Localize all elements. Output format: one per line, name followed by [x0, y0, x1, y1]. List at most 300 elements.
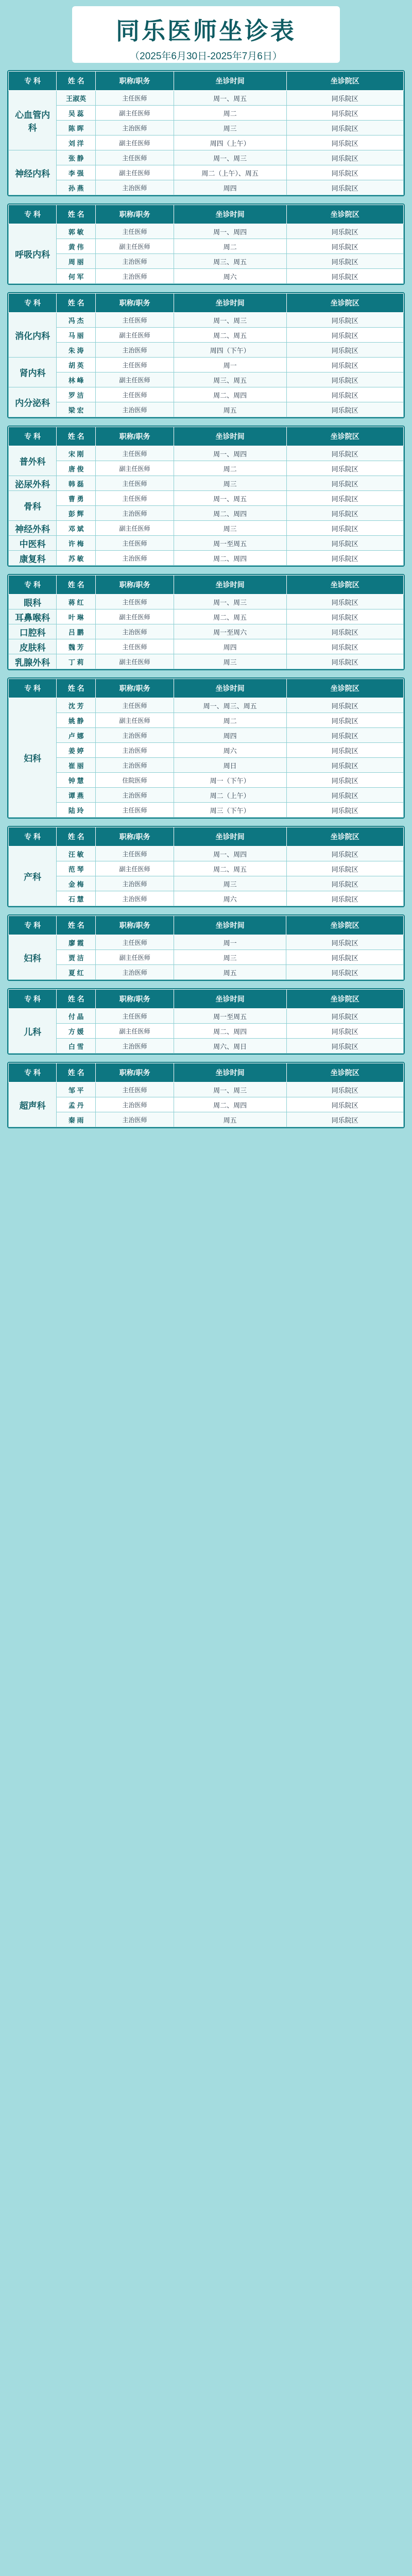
title-cell: 主治医师 — [96, 121, 174, 135]
name-cell: 周 丽 — [57, 254, 96, 269]
name-cell: 崔 丽 — [57, 758, 96, 773]
title-cell: 主任医师 — [96, 358, 174, 372]
title-cell: 主任医师 — [96, 698, 174, 713]
title-cell: 主治医师 — [96, 1097, 174, 1112]
place-cell: 同乐院区 — [286, 803, 403, 818]
title-cell: 主任医师 — [96, 536, 174, 551]
place-cell: 同乐院区 — [286, 343, 403, 358]
place-cell: 同乐院区 — [286, 106, 403, 121]
name-cell: 姜 婷 — [57, 743, 96, 758]
time-cell: 周五 — [174, 965, 286, 980]
name-cell: 夏 红 — [57, 965, 96, 980]
time-cell: 周三、周五 — [174, 372, 286, 387]
name-cell: 付 晶 — [57, 1009, 96, 1024]
title-cell: 主治医师 — [96, 1039, 174, 1054]
column-header: 专 科 — [9, 575, 57, 595]
time-cell: 周二、周四 — [174, 551, 286, 566]
title-cell: 主治医师 — [96, 758, 174, 773]
schedule-table — [8, 916, 404, 980]
title-cell: 副主任医师 — [96, 461, 174, 476]
title-cell: 主治医师 — [96, 965, 174, 980]
name-cell: 蒋 红 — [57, 595, 96, 609]
place-cell: 同乐院区 — [286, 150, 403, 165]
title-cell: 主治医师 — [96, 728, 174, 743]
place-cell: 同乐院区 — [286, 387, 403, 402]
time-cell: 周三 — [174, 121, 286, 135]
dept-cell: 皮肤科 — [9, 639, 57, 654]
column-header: 坐诊时间 — [174, 827, 286, 846]
table-row — [9, 536, 404, 551]
place-cell: 同乐院区 — [286, 1039, 403, 1054]
place-cell: 同乐院区 — [286, 846, 403, 861]
place-cell: 同乐院区 — [286, 876, 403, 891]
title-cell: 主治医师 — [96, 254, 174, 269]
time-cell: 周一、周四 — [174, 846, 286, 861]
table-row — [9, 891, 404, 906]
dept-cell: 产科 — [9, 846, 57, 906]
schedule-table — [8, 205, 404, 284]
table-row — [9, 491, 404, 506]
name-cell: 陈 晖 — [57, 121, 96, 135]
schedule-table — [8, 575, 404, 669]
title-cell: 主任医师 — [96, 935, 174, 950]
table-row — [9, 372, 404, 387]
name-cell: 陆 玲 — [57, 803, 96, 818]
title-cell: 主治医师 — [96, 876, 174, 891]
table-row — [9, 269, 404, 284]
column-header: 职称/职务 — [96, 916, 174, 935]
place-cell: 同乐院区 — [286, 521, 403, 536]
title-cell: 主治医师 — [96, 743, 174, 758]
table-row — [9, 165, 404, 180]
place-cell: 同乐院区 — [286, 165, 403, 180]
dept-cell: 呼吸内科 — [9, 224, 57, 284]
schedule-table — [8, 679, 404, 818]
title-cell: 主治医师 — [96, 180, 174, 195]
time-cell: 周一 — [174, 358, 286, 372]
column-header: 坐诊院区 — [286, 679, 403, 698]
time-cell: 周四（上午） — [174, 135, 286, 150]
title-cell: 主任医师 — [96, 224, 174, 239]
place-cell: 同乐院区 — [286, 536, 403, 551]
time-cell: 周二、周五 — [174, 861, 286, 876]
time-cell: 周一 — [174, 935, 286, 950]
column-header: 职称/职务 — [96, 294, 174, 313]
place-cell: 同乐院区 — [286, 1112, 403, 1127]
dept-cell: 中医科 — [9, 536, 57, 551]
title-cell: 主治医师 — [96, 624, 174, 639]
schedule-table — [8, 293, 404, 417]
table-row — [9, 1039, 404, 1054]
column-header: 职称/职务 — [96, 575, 174, 595]
title-cell: 主任医师 — [96, 595, 174, 609]
time-cell: 周二（上午） — [174, 788, 286, 803]
dept-cell: 口腔科 — [9, 624, 57, 639]
place-cell: 同乐院区 — [286, 773, 403, 788]
place-cell: 同乐院区 — [286, 491, 403, 506]
title-cell: 主治医师 — [96, 506, 174, 521]
column-header: 职称/职务 — [96, 72, 174, 91]
time-cell: 周二、周四 — [174, 1097, 286, 1112]
column-header: 姓 名 — [57, 575, 96, 595]
name-cell: 邓 斌 — [57, 521, 96, 536]
name-cell: 宋 刚 — [57, 446, 96, 461]
column-header: 坐诊时间 — [174, 427, 286, 446]
column-header: 坐诊时间 — [174, 294, 286, 313]
place-cell: 同乐院区 — [286, 180, 403, 195]
place-cell: 同乐院区 — [286, 1009, 403, 1024]
dept-cell: 神经外科 — [9, 521, 57, 536]
title-cell: 副主任医师 — [96, 165, 174, 180]
place-cell: 同乐院区 — [286, 965, 404, 980]
title-cell: 住院医师 — [96, 773, 174, 788]
dept-cell: 眼科 — [9, 595, 57, 609]
title-cell: 主治医师 — [96, 269, 174, 284]
title-cell: 主任医师 — [96, 150, 174, 165]
page-title: 同乐医师坐诊表 — [116, 18, 296, 44]
table-row — [9, 624, 404, 639]
time-cell: 周一、周三、周五 — [174, 698, 286, 713]
dept-cell: 康复科 — [9, 551, 57, 566]
column-header: 职称/职务 — [96, 679, 174, 698]
time-cell: 周四（下午） — [174, 343, 286, 358]
name-cell: 韩 磊 — [57, 476, 96, 491]
place-cell: 同乐院区 — [286, 1024, 403, 1039]
table-row — [9, 950, 404, 965]
column-header: 专 科 — [9, 294, 57, 313]
title-cell: 主任医师 — [96, 803, 174, 818]
table-row — [9, 1009, 404, 1024]
table-row — [9, 224, 404, 239]
dept-cell: 儿科 — [9, 1009, 57, 1054]
title-cell: 副主任医师 — [96, 950, 174, 965]
column-header: 坐诊院区 — [286, 72, 403, 91]
place-cell: 同乐院区 — [286, 788, 403, 803]
column-header: 专 科 — [9, 205, 57, 224]
table-row — [9, 1097, 404, 1112]
title-cell: 主任医师 — [96, 476, 174, 491]
time-cell: 周五 — [174, 1112, 286, 1127]
table-row — [9, 135, 404, 150]
column-header: 坐诊时间 — [174, 916, 286, 935]
dept-cell: 耳鼻喉科 — [9, 609, 57, 624]
name-cell: 梁 宏 — [57, 402, 96, 417]
place-cell: 同乐院区 — [286, 639, 403, 654]
name-cell: 冯 杰 — [57, 313, 96, 328]
column-header: 坐诊院区 — [286, 575, 403, 595]
name-cell: 孙 燕 — [57, 180, 96, 195]
name-cell: 方 媛 — [57, 1024, 96, 1039]
column-header: 姓 名 — [57, 205, 96, 224]
time-cell: 周一（下午） — [174, 773, 286, 788]
time-cell: 周二（上午）、周五 — [174, 165, 286, 180]
table-row — [9, 180, 404, 195]
column-header: 坐诊时间 — [174, 72, 286, 91]
table-row — [9, 506, 404, 521]
title-cell: 副主任医师 — [96, 713, 174, 728]
table-row — [9, 965, 404, 980]
schedule-card — [7, 70, 405, 196]
time-cell: 周一、周五 — [174, 91, 286, 106]
column-header: 职称/职务 — [96, 990, 174, 1009]
place-cell: 同乐院区 — [286, 135, 403, 150]
place-cell: 同乐院区 — [286, 254, 403, 269]
column-header: 专 科 — [9, 990, 57, 1009]
table-row — [9, 639, 404, 654]
title-cell: 副主任医师 — [96, 328, 174, 343]
dept-cell: 骨科 — [9, 491, 57, 521]
table-row — [9, 773, 404, 788]
dept-cell: 肾内科 — [9, 358, 57, 387]
schedule-card — [7, 1062, 405, 1128]
column-header: 坐诊院区 — [286, 205, 403, 224]
place-cell: 同乐院区 — [286, 358, 403, 372]
title-cell: 主任医师 — [96, 387, 174, 402]
time-cell: 周二、周五 — [174, 609, 286, 624]
schedule-card — [7, 574, 405, 670]
schedule-table — [8, 989, 404, 1054]
time-cell: 周六 — [174, 891, 286, 906]
place-cell: 同乐院区 — [286, 1082, 403, 1097]
time-cell: 周三 — [174, 521, 286, 536]
name-cell: 叶 琳 — [57, 609, 96, 624]
table-row — [9, 328, 404, 343]
column-header: 专 科 — [9, 427, 57, 446]
place-cell: 同乐院区 — [286, 713, 403, 728]
name-cell: 贾 洁 — [57, 950, 96, 965]
name-cell: 王淑英 — [57, 91, 96, 106]
time-cell: 周三（下午） — [174, 803, 286, 818]
time-cell: 周四 — [174, 728, 286, 743]
column-header: 坐诊时间 — [174, 575, 286, 595]
dept-cell: 泌尿外科 — [9, 476, 57, 491]
table-row — [9, 654, 404, 669]
column-header: 姓 名 — [57, 294, 96, 313]
place-cell: 同乐院区 — [286, 861, 403, 876]
name-cell: 沈 芳 — [57, 698, 96, 713]
table-row — [9, 861, 404, 876]
place-cell: 同乐院区 — [286, 891, 403, 906]
title-cell: 主任医师 — [96, 91, 174, 106]
title-cell: 主任医师 — [96, 1009, 174, 1024]
title-cell: 主任医师 — [96, 446, 174, 461]
name-cell: 谭 燕 — [57, 788, 96, 803]
column-header: 姓 名 — [57, 827, 96, 846]
dept-cell: 妇科 — [9, 935, 57, 980]
time-cell: 周一、周三 — [174, 595, 286, 609]
column-header: 坐诊院区 — [286, 427, 403, 446]
time-cell: 周一、周三 — [174, 1082, 286, 1097]
table-row — [9, 387, 404, 402]
schedule-table — [8, 827, 404, 906]
column-header: 职称/职务 — [96, 205, 174, 224]
name-cell: 李 强 — [57, 165, 96, 180]
name-cell: 孟 丹 — [57, 1097, 96, 1112]
name-cell: 吴 蕊 — [57, 106, 96, 121]
title-cell: 副主任医师 — [96, 372, 174, 387]
time-cell: 周三、周五 — [174, 254, 286, 269]
name-cell: 邹 平 — [57, 1082, 96, 1097]
table-row — [9, 402, 404, 417]
table-row — [9, 713, 404, 728]
table-row — [9, 121, 404, 135]
name-cell: 廖 霞 — [57, 935, 96, 950]
place-cell: 同乐院区 — [286, 758, 403, 773]
column-header: 姓 名 — [57, 1063, 96, 1082]
table-row — [9, 313, 404, 328]
name-cell: 马 丽 — [57, 328, 96, 343]
column-header: 坐诊时间 — [174, 1063, 286, 1082]
time-cell: 周五 — [174, 402, 286, 417]
time-cell: 周二、周四 — [174, 387, 286, 402]
name-cell: 罗 洁 — [57, 387, 96, 402]
table-row — [9, 358, 404, 372]
dept-cell: 内分泌科 — [9, 387, 57, 417]
place-cell: 同乐院区 — [286, 654, 403, 669]
place-cell: 同乐院区 — [286, 698, 403, 713]
time-cell: 周一、周四 — [174, 446, 286, 461]
time-cell: 周六 — [174, 269, 286, 284]
schedule-card — [7, 826, 405, 907]
column-header: 专 科 — [9, 916, 57, 935]
place-cell: 同乐院区 — [286, 743, 403, 758]
time-cell: 周二、周五 — [174, 328, 286, 343]
place-cell: 同乐院区 — [286, 224, 403, 239]
table-row — [9, 803, 404, 818]
table-row — [9, 935, 404, 950]
place-cell: 同乐院区 — [286, 1097, 403, 1112]
table-row — [9, 595, 404, 609]
dept-cell: 乳腺外科 — [9, 654, 57, 669]
title-cell: 主治医师 — [96, 891, 174, 906]
dept-cell: 超声科 — [9, 1082, 57, 1127]
column-header: 姓 名 — [57, 72, 96, 91]
table-row — [9, 150, 404, 165]
name-cell: 苏 敏 — [57, 551, 96, 566]
title-cell: 主治医师 — [96, 402, 174, 417]
dept-cell: 心血管内科 — [9, 91, 57, 150]
schedule-cards — [7, 70, 405, 1128]
name-cell: 胡 英 — [57, 358, 96, 372]
table-row — [9, 698, 404, 713]
place-cell: 同乐院区 — [286, 313, 403, 328]
column-header: 坐诊院区 — [286, 916, 404, 935]
name-cell: 范 琴 — [57, 861, 96, 876]
time-cell: 周一至周六 — [174, 624, 286, 639]
title-cell: 主治医师 — [96, 1112, 174, 1127]
title-cell: 副主任医师 — [96, 654, 174, 669]
place-cell: 同乐院区 — [286, 551, 403, 566]
table-row — [9, 1024, 404, 1039]
column-header: 专 科 — [9, 679, 57, 698]
name-cell: 卢 娜 — [57, 728, 96, 743]
title-cell: 副主任医师 — [96, 861, 174, 876]
table-row — [9, 1082, 404, 1097]
table-row — [9, 239, 404, 254]
schedule-card — [7, 292, 405, 418]
table-row — [9, 254, 404, 269]
place-cell: 同乐院区 — [286, 624, 403, 639]
place-cell: 同乐院区 — [286, 506, 403, 521]
time-cell: 周三 — [174, 876, 286, 891]
place-cell: 同乐院区 — [286, 609, 403, 624]
time-cell: 周三 — [174, 950, 286, 965]
table-row — [9, 91, 404, 106]
time-cell: 周六、周日 — [174, 1039, 286, 1054]
column-header: 坐诊院区 — [286, 1063, 403, 1082]
column-header: 坐诊院区 — [286, 294, 403, 313]
time-cell: 周一、周四 — [174, 224, 286, 239]
title-cell: 主治医师 — [96, 551, 174, 566]
column-header: 坐诊时间 — [174, 990, 286, 1009]
time-cell: 周六 — [174, 743, 286, 758]
name-cell: 魏 芳 — [57, 639, 96, 654]
name-cell: 白 雪 — [57, 1039, 96, 1054]
schedule-card — [7, 677, 405, 819]
table-row — [9, 461, 404, 476]
table-row — [9, 1112, 404, 1127]
column-header: 专 科 — [9, 72, 57, 91]
table-row — [9, 106, 404, 121]
name-cell: 彭 辉 — [57, 506, 96, 521]
place-cell: 同乐院区 — [286, 269, 403, 284]
place-cell: 同乐院区 — [286, 446, 403, 461]
dept-cell: 神经内科 — [9, 150, 57, 195]
name-cell: 张 静 — [57, 150, 96, 165]
dept-cell: 消化内科 — [9, 313, 57, 358]
name-cell: 朱 涛 — [57, 343, 96, 358]
place-cell: 同乐院区 — [286, 239, 403, 254]
table-row — [9, 609, 404, 624]
title-cell: 主任医师 — [96, 639, 174, 654]
table-row — [9, 521, 404, 536]
name-cell: 唐 俊 — [57, 461, 96, 476]
title-cell: 副主任医师 — [96, 135, 174, 150]
time-cell: 周二 — [174, 106, 286, 121]
name-cell: 石 慧 — [57, 891, 96, 906]
name-cell: 刘 洋 — [57, 135, 96, 150]
place-cell: 同乐院区 — [286, 476, 403, 491]
dept-cell: 普外科 — [9, 446, 57, 476]
name-cell: 秦 雨 — [57, 1112, 96, 1127]
time-cell: 周四 — [174, 639, 286, 654]
place-cell: 同乐院区 — [286, 372, 403, 387]
column-header: 坐诊时间 — [174, 679, 286, 698]
time-cell: 周一、周三 — [174, 150, 286, 165]
schedule-table — [8, 1063, 404, 1127]
place-cell: 同乐院区 — [286, 91, 403, 106]
place-cell: 同乐院区 — [286, 461, 403, 476]
time-cell: 周二、周四 — [174, 506, 286, 521]
name-cell: 吕 鹏 — [57, 624, 96, 639]
place-cell: 同乐院区 — [286, 935, 404, 950]
schedule-page — [7, 6, 405, 1128]
schedule-card — [7, 914, 405, 981]
title-cell: 主任医师 — [96, 491, 174, 506]
title-cell: 副主任医师 — [96, 106, 174, 121]
place-cell: 同乐院区 — [286, 595, 403, 609]
name-cell: 何 军 — [57, 269, 96, 284]
table-row — [9, 876, 404, 891]
column-header: 职称/职务 — [96, 1063, 174, 1082]
time-cell: 周一至周五 — [174, 536, 286, 551]
column-header: 姓 名 — [57, 427, 96, 446]
time-cell: 周日 — [174, 758, 286, 773]
schedule-card — [7, 988, 405, 1055]
name-cell: 钟 慧 — [57, 773, 96, 788]
time-cell: 周四 — [174, 180, 286, 195]
time-cell: 周一、周三 — [174, 313, 286, 328]
